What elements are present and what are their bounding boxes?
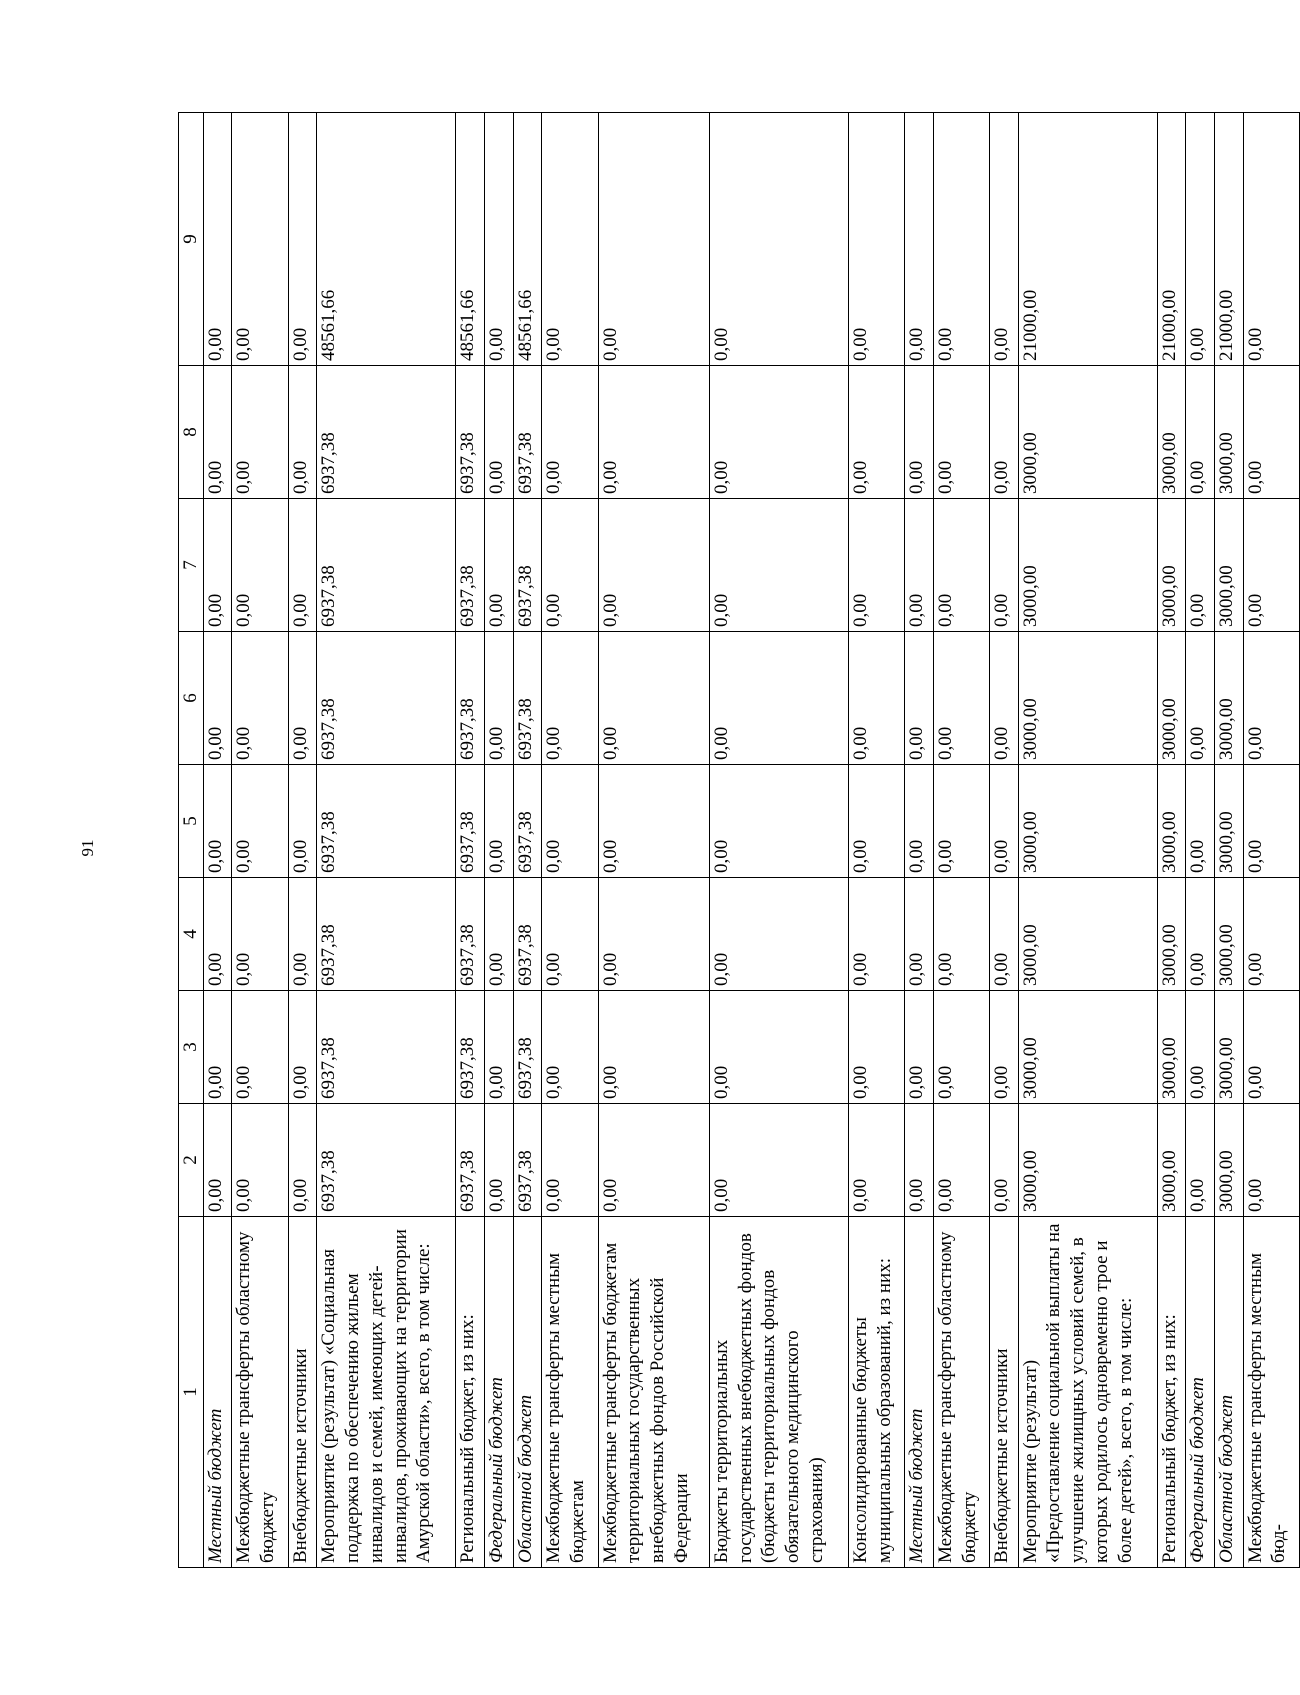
table-row (709, 113, 848, 1568)
value-cell: 0,00 (989, 113, 1018, 366)
value-cell: 0,00 (709, 1104, 848, 1217)
value-cell: 0,00 (1186, 113, 1215, 366)
value-cell: 0,00 (232, 113, 288, 366)
value-cell: 0,00 (203, 991, 232, 1104)
value-cell: 0,00 (709, 991, 848, 1104)
value-cell: 0,00 (288, 878, 317, 991)
value-cell: 3000,00 (1214, 765, 1243, 878)
value-cell: 0,00 (484, 113, 513, 366)
row-label: Федеральный бюджет (484, 1217, 513, 1568)
value-cell: 6937,38 (456, 1104, 485, 1217)
value-cell: 0,00 (989, 765, 1018, 878)
value-cell: 0,00 (598, 632, 709, 765)
row-label: Межбюджетные трансферты местным бюджетам (542, 1217, 598, 1568)
value-cell: 0,00 (484, 1104, 513, 1217)
row-label: Консолидированные бюджеты муниципальных образований, из них: (848, 1217, 904, 1568)
value-cell: 6937,38 (317, 1104, 456, 1217)
value-cell: 0,00 (989, 991, 1018, 1104)
value-cell: 6937,38 (513, 632, 542, 765)
value-cell: 0,00 (989, 366, 1018, 499)
value-cell: 0,00 (542, 765, 598, 878)
value-cell: 0,00 (905, 366, 934, 499)
value-cell: 6937,38 (456, 499, 485, 632)
value-cell: 0,00 (542, 991, 598, 1104)
value-cell: 0,00 (905, 113, 934, 366)
value-cell: 0,00 (933, 1104, 989, 1217)
value-cell: 0,00 (598, 765, 709, 878)
value-cell: 0,00 (905, 632, 934, 765)
value-cell: 0,00 (933, 991, 989, 1104)
row-label: Межбюджетные трансферты местным бюд- (1243, 1217, 1299, 1568)
value-cell: 3000,00 (1214, 632, 1243, 765)
value-cell: 0,00 (232, 991, 288, 1104)
value-cell: 6937,38 (513, 366, 542, 499)
column-header: 7 (179, 499, 204, 632)
table-row (1018, 113, 1157, 1568)
value-cell: 0,00 (1243, 765, 1299, 878)
value-cell: 0,00 (1243, 1104, 1299, 1217)
row-label: Межбюджетные трансферты областному бюджету (933, 1217, 989, 1568)
table-row (1157, 113, 1186, 1568)
value-cell: 6937,38 (456, 366, 485, 499)
value-cell: 48561,66 (513, 113, 542, 366)
column-header: 2 (179, 1104, 204, 1217)
value-cell: 0,00 (288, 366, 317, 499)
value-cell: 3000,00 (1157, 765, 1186, 878)
value-cell: 6937,38 (513, 1104, 542, 1217)
value-cell: 0,00 (484, 632, 513, 765)
row-label: Областной бюджет (513, 1217, 542, 1568)
row-label: Региональный бюджет, из них: (456, 1217, 485, 1568)
table-row (1186, 113, 1215, 1568)
value-cell: 0,00 (598, 1104, 709, 1217)
value-cell: 3000,00 (1157, 366, 1186, 499)
value-cell: 3000,00 (1157, 991, 1186, 1104)
value-cell: 0,00 (484, 499, 513, 632)
value-cell: 48561,66 (317, 113, 456, 366)
value-cell: 0,00 (848, 1104, 904, 1217)
value-cell: 0,00 (905, 991, 934, 1104)
value-cell: 0,00 (598, 366, 709, 499)
value-cell: 6937,38 (317, 878, 456, 991)
budget-table (178, 112, 1300, 1568)
value-cell: 0,00 (709, 366, 848, 499)
value-cell: 6937,38 (513, 878, 542, 991)
value-cell: 21000,00 (1157, 113, 1186, 366)
column-header: 4 (179, 878, 204, 991)
value-cell: 6937,38 (317, 991, 456, 1104)
value-cell: 0,00 (1243, 499, 1299, 632)
value-cell: 0,00 (1186, 765, 1215, 878)
row-label: Внебюджетные источники (989, 1217, 1018, 1568)
value-cell: 3000,00 (1157, 499, 1186, 632)
value-cell: 0,00 (203, 1104, 232, 1217)
value-cell: 0,00 (848, 499, 904, 632)
value-cell: 0,00 (1186, 366, 1215, 499)
value-cell: 0,00 (598, 991, 709, 1104)
value-cell: 0,00 (848, 878, 904, 991)
value-cell: 0,00 (905, 765, 934, 878)
value-cell: 0,00 (1186, 1104, 1215, 1217)
value-cell: 0,00 (1186, 632, 1215, 765)
table-row (513, 113, 542, 1568)
value-cell: 0,00 (1243, 113, 1299, 366)
column-header: 1 (179, 1217, 204, 1568)
value-cell: 48561,66 (456, 113, 485, 366)
value-cell: 6937,38 (317, 632, 456, 765)
value-cell: 0,00 (933, 113, 989, 366)
value-cell: 0,00 (542, 632, 598, 765)
value-cell: 0,00 (709, 765, 848, 878)
value-cell: 0,00 (484, 366, 513, 499)
table-row (484, 113, 513, 1568)
value-cell: 0,00 (1243, 366, 1299, 499)
value-cell: 0,00 (848, 765, 904, 878)
row-label: Областной бюджет (1214, 1217, 1243, 1568)
row-label: Местный бюджет (203, 1217, 232, 1568)
value-cell: 0,00 (848, 991, 904, 1104)
value-cell: 0,00 (542, 113, 598, 366)
value-cell: 0,00 (203, 765, 232, 878)
row-label: Межбюджетные трансферты бюджетам территориальных государственных внебюджетных фондов Российской Федерации (598, 1217, 709, 1568)
value-cell: 3000,00 (1214, 878, 1243, 991)
budget-table-container (178, 113, 1300, 1568)
value-cell: 0,00 (709, 878, 848, 991)
value-cell: 0,00 (933, 632, 989, 765)
value-cell: 0,00 (905, 499, 934, 632)
value-cell: 3000,00 (1157, 878, 1186, 991)
value-cell: 6937,38 (317, 366, 456, 499)
row-label: Федеральный бюджет (1186, 1217, 1215, 1568)
value-cell: 21000,00 (1214, 113, 1243, 366)
value-cell: 0,00 (288, 765, 317, 878)
row-label: Межбюджетные трансферты областному бюджету (232, 1217, 288, 1568)
value-cell: 3000,00 (1214, 366, 1243, 499)
value-cell: 0,00 (484, 765, 513, 878)
value-cell: 0,00 (905, 1104, 934, 1217)
column-header: 3 (179, 991, 204, 1104)
row-label: Бюджеты территориальных государственных внебюджетных фондов (бюджеты территориальных фондов обязательного медицинского страхования) (709, 1217, 848, 1568)
value-cell: 0,00 (989, 632, 1018, 765)
value-cell: 0,00 (542, 878, 598, 991)
value-cell: 3000,00 (1157, 632, 1186, 765)
value-cell: 3000,00 (1214, 1104, 1243, 1217)
value-cell: 0,00 (848, 113, 904, 366)
value-cell: 0,00 (232, 1104, 288, 1217)
value-cell: 0,00 (598, 499, 709, 632)
value-cell: 0,00 (933, 499, 989, 632)
value-cell: 6937,38 (513, 991, 542, 1104)
value-cell: 0,00 (1186, 878, 1215, 991)
value-cell: 0,00 (288, 991, 317, 1104)
table-row (317, 113, 456, 1568)
header-row (179, 113, 204, 1568)
table-row (288, 113, 317, 1568)
table-row (989, 113, 1018, 1568)
value-cell: 0,00 (1186, 499, 1215, 632)
column-header: 9 (179, 113, 204, 366)
value-cell: 3000,00 (1018, 991, 1157, 1104)
value-cell: 0,00 (933, 765, 989, 878)
value-cell: 0,00 (989, 499, 1018, 632)
value-cell: 6937,38 (513, 499, 542, 632)
value-cell: 3000,00 (1157, 1104, 1186, 1217)
page-number: 91 (78, 839, 97, 857)
value-cell: 0,00 (203, 632, 232, 765)
value-cell: 21000,00 (1018, 113, 1157, 366)
value-cell: 0,00 (709, 499, 848, 632)
value-cell: 0,00 (989, 878, 1018, 991)
table-row (542, 113, 598, 1568)
value-cell: 3000,00 (1018, 499, 1157, 632)
value-cell: 0,00 (709, 113, 848, 366)
table-row (203, 113, 232, 1568)
column-header: 6 (179, 632, 204, 765)
value-cell: 3000,00 (1018, 632, 1157, 765)
value-cell: 3000,00 (1214, 499, 1243, 632)
value-cell: 6937,38 (456, 632, 485, 765)
value-cell: 6937,38 (456, 991, 485, 1104)
value-cell: 0,00 (542, 499, 598, 632)
value-cell: 0,00 (203, 366, 232, 499)
value-cell: 6937,38 (317, 765, 456, 878)
value-cell: 3000,00 (1018, 1104, 1157, 1217)
table-row (1214, 113, 1243, 1568)
value-cell: 0,00 (232, 765, 288, 878)
value-cell: 0,00 (933, 366, 989, 499)
value-cell: 6937,38 (513, 765, 542, 878)
value-cell: 0,00 (484, 878, 513, 991)
value-cell: 0,00 (848, 366, 904, 499)
column-header: 8 (179, 366, 204, 499)
value-cell: 0,00 (232, 366, 288, 499)
value-cell: 0,00 (905, 878, 934, 991)
column-header: 5 (179, 765, 204, 878)
value-cell: 6937,38 (317, 499, 456, 632)
value-cell: 3000,00 (1018, 878, 1157, 991)
value-cell: 3000,00 (1018, 765, 1157, 878)
row-label: Местный бюджет (905, 1217, 934, 1568)
table-row (232, 113, 288, 1568)
table-row (1243, 113, 1299, 1568)
value-cell: 0,00 (203, 878, 232, 991)
value-cell: 0,00 (232, 632, 288, 765)
value-cell: 0,00 (232, 499, 288, 632)
value-cell: 0,00 (989, 1104, 1018, 1217)
value-cell: 0,00 (1243, 632, 1299, 765)
table-row (848, 113, 904, 1568)
value-cell: 0,00 (288, 632, 317, 765)
value-cell: 0,00 (598, 113, 709, 366)
table-row (933, 113, 989, 1568)
value-cell: 0,00 (1186, 991, 1215, 1104)
value-cell: 0,00 (203, 499, 232, 632)
value-cell: 0,00 (933, 878, 989, 991)
table-row (598, 113, 709, 1568)
row-label: Мероприятие (результат) «Предоставление социальной выплаты на улучшение жилищных условий семей, в которых родилось одновременно трое и более детей», всего, в том числе: (1018, 1217, 1157, 1568)
value-cell: 0,00 (542, 366, 598, 499)
row-label: Региональный бюджет, из них: (1157, 1217, 1186, 1568)
value-cell: 0,00 (542, 1104, 598, 1217)
value-cell: 0,00 (484, 991, 513, 1104)
row-label: Мероприятие (результат) «Социальная поддержка по обеспечению жильем инвалидов и семей, имеющих детей-инвалидов, проживающих на территории Амурской области», всего, в том числе: (317, 1217, 456, 1568)
value-cell: 0,00 (1243, 878, 1299, 991)
table-row (905, 113, 934, 1568)
table-row (456, 113, 485, 1568)
value-cell: 6937,38 (456, 878, 485, 991)
value-cell: 0,00 (288, 499, 317, 632)
value-cell: 0,00 (203, 113, 232, 366)
table-body (203, 113, 1299, 1568)
value-cell: 0,00 (848, 632, 904, 765)
row-label: Внебюджетные источники (288, 1217, 317, 1568)
value-cell: 3000,00 (1214, 991, 1243, 1104)
value-cell: 0,00 (288, 113, 317, 366)
value-cell: 0,00 (598, 878, 709, 991)
value-cell: 6937,38 (456, 765, 485, 878)
value-cell: 3000,00 (1018, 366, 1157, 499)
value-cell: 0,00 (232, 878, 288, 991)
value-cell: 0,00 (288, 1104, 317, 1217)
value-cell: 0,00 (1243, 991, 1299, 1104)
value-cell: 0,00 (709, 632, 848, 765)
